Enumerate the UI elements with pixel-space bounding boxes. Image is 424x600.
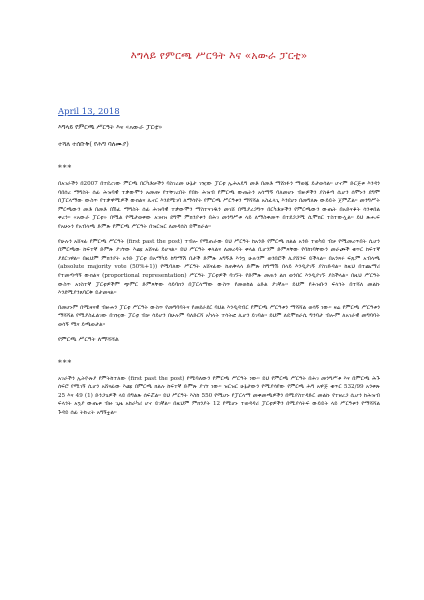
section-heading: የምርጫ ሥርዓት ለማሻሻል <box>58 335 119 343</box>
post-date-link[interactable]: April 13, 2018 <box>58 107 120 117</box>
section-separator: *** <box>58 357 73 367</box>
document-title: እግላይ የምርጫ ሥርዓት እና «አውራ ፓርቲ» <box>130 50 308 62</box>
author-line: ተሻለ ተሰቡቅ( የሕግ ባለሙያ) <box>58 140 129 148</box>
document-subtitle: እግላይ የምርጫ ሥርዓት እና «አውራ ፓርቲ» <box>58 123 163 131</box>
section-separator: *** <box>58 163 73 172</box>
body-paragraph: አገራችን ኢትዮጵያ የምትከተለው (first past the post) የሚባለውን የምርጫ ሥርዓት ነው። ይህ የምርጫ ሥርዓት በሕገ መንግሥቱ እና በምርጫ ሕጉ ሰፍሮ የሚገኝ ሲሆን አሸናፊው እጩ በምርጫ ክልሉ ከፍተኛ ድምጽ ያገኘ ነው። ዝርዝር ሁኔታውን የሚያሳየው የምርጫ ሕግ አዋጅ ቁጥር 532/99 አንቀጽ 25 እና 49 (1) ድንጋጌዎች ላይ በግልጽ ሰፍሯል። ይህ ሥርዓት እስከ 550 የሚሆኑ የፓርላማ መቀመጫዎችን በሚያስተዳድር መልኩ የተዘረጋ ሲሆን ከሕዝብ ፍላጎት አኳያ ውጤቱ ብዙ ጊዜ አከራካሪ ሆኖ ይገኛል። በዚህም ምክንያት 12 የሚሆኑ ተወዳዳሪ ፓርቲዎችን በሚያሳትፍ ውይይት ላይ ሥርዓቱን የማሻሻል ጉዳይ ሰፊ ትኩረት አግኝቷል። <box>58 375 380 416</box>
body-paragraph: በመሆኑም በሚዛናዊ ብዙሐን ፓርቲ ሥርዓት ውስጥ የመግባባትና የመደራደር ባህል እንዲዳብር የምርጫ ሥርዓቱን ማሻሻል ወሳኝ ነው። ዛሬ የምርጫ ሥርዓቱን ማሻሻል የሚያስፈልገው በገዢው ፓርቲ ብቻ ሳይሆን በሁሉም ባለድርሻ አካላት ተሳትፎ ሊሆን ይገባል። ይህም ለዴሞክራሲ ግንባታ ብሎም ለአገራዊ መግባባት ወሳኝ ሚና ይጫወታል። <box>58 304 380 328</box>
body-paragraph: የሁሉን አሸናፊ የምርጫ ሥርዓት (first past the post) ተብሎ የሚጠራው ይህ ሥርዓት ከአንድ የምርጫ ክልል አንድ ተወካይ ብቻ የሚመረጥበት ሲሆን በምርጫው ከፍተኛ ድምጽ ያገኘው እጩ አሸናፊ ይሆናል። ይህ ሥርዓት ቀላልና ለመረዳት ቀላል ቢሆንም ድምጻቸው የባከነባቸውን መራጮች ቁጥር ከፍተኛ ያደርገዋል። በዚህም ምክንያት አንድ ፓርቲ በአማካይ ከግማሽ በታች ድምጽ አግኝቶ እንኳ ሁሉንም ወንበሮች ሊያሸንፍ ይችላል። በአንጻሩ ፍጹም አብላጫ (absolute majority vote (50%+1)) የሚባለው ሥርዓት አሸናፊው ከጠቅላላ ድምጽ ከግማሽ በላይ እንዲያገኝ ያስገድዳል። ከዚህ በተጨማሪ የተመጣጣኝ ውክልና (proportional representation) ሥርዓት ፓርቲዎች ባገኙት የድምጽ መጠን ልክ ወንበር እንዲያገኙ ያስችላል። በዚህ ሥርዓት ውስጥ አነስተኛ ፓርቲዎችም ጭምር ድምጻቸው ሳይባክን በፓርላማው ውስጥ የመወከል ዕድል ያገኛሉ። ይህም የሕዝቡን ፍላጎት በተሻለ መልኩ እንደሚያንጸባርቅ ይታመናል። <box>58 238 380 297</box>
body-paragraph: በአገራችን በ2007 በተደረገው ምርጫ በርካቶቻችን ባስገረመ ሁኔታ ገዢው ፓርቲ ኢሕአዴግ መቶ በመቶ ማሸነፉን ማወጁ ይታወሳል። ሆኖም ድርጅቱ እንዳን ባበሰረ ማግስት ሰፊ ሕዝባዊ ተቃውሞን አመጡ የተቸገረበት የበኩ ሕዝብ የምርጫ ውጤትን አሳማኝ ባለመሆኑ ብዙዎችን ያስቆጣ ሲሆን ሰሞኑን ደግሞ በፓርላማው ውስጥ የተቃዋሚዎች ውክልና ሊኖር እንደሚገባ ለማሳየት የምርጫ ሥርዓቱን ማሻሻል አስፈላጊ እንደሆነ በመግለጽ ውይይት ጀምሯል። መንግሥት ምርጫውን መቶ በመቶ በሽፈ ማግስት ሰፊ ሕዝባዊ ተቃውሞን ማስተናገዱን መገሸ በሚያረጋግጥ በርካቶቻችን የምርጫውን ውጤት በአድናቆት ሳንቀበል ቀረን። «አውራ ፓርቲ» በሚል የሚታወቀው አገዛዝ ደግሞ ምክንያቱን በሕገ መንግሥቱ ላይ ለማስቀመጥ በተደጋጋሚ ሲሞክር ተስተውሏል። ይህ ጽሑፍ የአሁኑን የአብላጫ ድምጽ የምርጫ ሥርዓት በዝርዝር ለመዳሰስ ይሞክራል። <box>58 181 380 230</box>
